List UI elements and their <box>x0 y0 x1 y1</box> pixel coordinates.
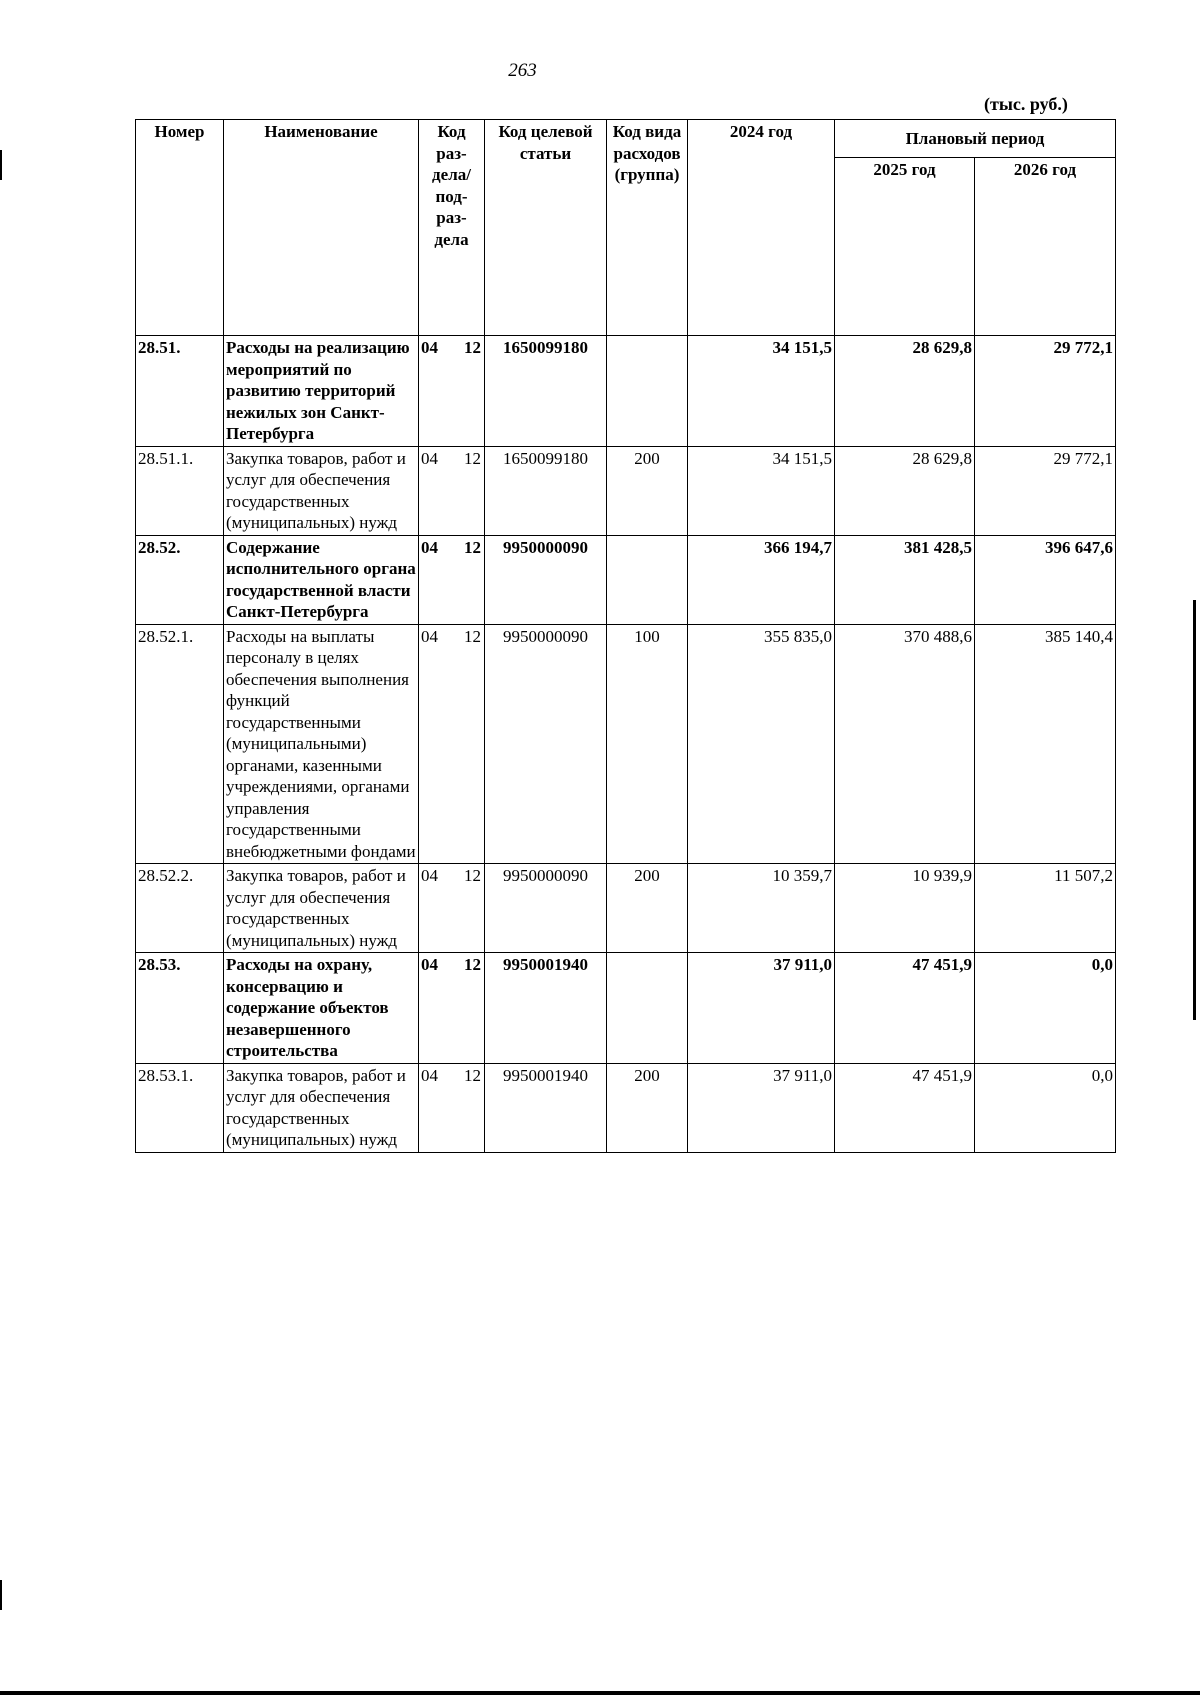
row-amount-2024: 366 194,7 <box>688 535 835 624</box>
table-header <box>136 120 1116 336</box>
row-amount-2026: 11 507,2 <box>975 864 1116 953</box>
row-amount-2024: 10 359,7 <box>688 864 835 953</box>
row-section: 04 <box>421 448 438 468</box>
header-year-2024: 2024 год <box>688 120 835 336</box>
row-expense-type: 200 <box>607 446 688 535</box>
row-expense-type: 200 <box>607 864 688 953</box>
row-amount-2026: 29 772,1 <box>975 446 1116 535</box>
row-section: 04 <box>421 338 438 357</box>
row-amount-2024: 34 151,5 <box>688 446 835 535</box>
row-amount-2026: 0,0 <box>975 953 1116 1064</box>
row-name: Расходы на охрану, консервацию и содержание объектов незавершенного строительства <box>224 953 419 1064</box>
row-amount-2025: 10 939,9 <box>835 864 975 953</box>
table-row <box>136 1063 1116 1152</box>
row-name: Содержание исполнительного органа государственной власти Санкт-Петербурга <box>224 535 419 624</box>
row-expense-type: 200 <box>607 1063 688 1152</box>
units-label: (тыс. руб.) <box>984 94 1068 114</box>
row-subsection: 12 <box>464 626 481 646</box>
row-amount-2026: 396 647,6 <box>975 535 1116 624</box>
row-expense-type <box>607 953 688 1064</box>
page-number: 263 <box>508 60 537 81</box>
row-section-code <box>419 446 485 535</box>
row-amount-2025: 28 629,8 <box>835 446 975 535</box>
row-name: Закупка товаров, работ и услуг для обеспечения государственных (муниципальных) нужд <box>224 1063 419 1152</box>
row-amount-2024: 355 835,0 <box>688 624 835 864</box>
row-name: Расходы на реализацию мероприятий по развитию территорий нежилых зон Санкт-Петербурга <box>224 336 419 447</box>
row-amount-2025: 47 451,9 <box>835 953 975 1064</box>
budget-table <box>135 119 1116 1153</box>
row-number: 28.53.1. <box>136 1063 224 1152</box>
header-number: Номер <box>136 120 224 336</box>
row-section-code <box>419 624 485 864</box>
row-amount-2024: 37 911,0 <box>688 1063 835 1152</box>
row-number: 28.51. <box>136 336 224 447</box>
row-amount-2026: 29 772,1 <box>975 336 1116 447</box>
row-number: 28.52.1. <box>136 624 224 864</box>
row-section-code <box>419 953 485 1064</box>
table-row <box>136 953 1116 1064</box>
row-subsection: 12 <box>464 955 481 974</box>
table-row <box>136 864 1116 953</box>
header-name: Наименование <box>224 120 419 336</box>
scan-edge-mark <box>0 150 2 180</box>
row-section: 04 <box>421 955 438 974</box>
row-subsection: 12 <box>464 338 481 357</box>
row-name: Закупка товаров, работ и услуг для обеспечения государственных (муниципальных) нужд <box>224 864 419 953</box>
header-planning-period: Плановый период <box>835 120 1116 158</box>
row-subsection: 12 <box>464 537 481 557</box>
header-year-2026: 2026 год <box>975 158 1116 336</box>
scan-edge-mark <box>0 1580 2 1610</box>
row-amount-2025: 381 428,5 <box>835 535 975 624</box>
header-expense-type-code: Код вида расходов (группа) <box>607 120 688 336</box>
row-target-code: 9950001940 <box>485 953 607 1064</box>
row-number: 28.52.2. <box>136 864 224 953</box>
row-subsection: 12 <box>464 448 481 468</box>
row-name: Расходы на выплаты персоналу в целях обеспечения выполнения функций государственными (муниципальными) органами, казенными учреждениями, органами управления государственными внебюджетными фондами <box>224 624 419 864</box>
header-section-code: Код раз-дела/ под-раз-дела <box>419 120 485 336</box>
row-expense-type <box>607 535 688 624</box>
table-row <box>136 446 1116 535</box>
row-amount-2026: 0,0 <box>975 1063 1116 1152</box>
row-target-code: 9950000090 <box>485 624 607 864</box>
row-expense-type <box>607 336 688 447</box>
row-section-code <box>419 864 485 953</box>
row-subsection: 12 <box>464 1065 481 1085</box>
row-target-code: 9950000090 <box>485 535 607 624</box>
table-body <box>136 336 1116 1153</box>
row-target-code: 9950000090 <box>485 864 607 953</box>
row-section-code <box>419 336 485 447</box>
row-section: 04 <box>421 626 438 646</box>
row-amount-2025: 370 488,6 <box>835 624 975 864</box>
row-target-code: 1650099180 <box>485 336 607 447</box>
row-name: Закупка товаров, работ и услуг для обеспечения государственных (муниципальных) нужд <box>224 446 419 535</box>
row-section: 04 <box>421 1065 438 1085</box>
table-row <box>136 336 1116 447</box>
row-section: 04 <box>421 866 438 885</box>
table-row <box>136 535 1116 624</box>
row-amount-2025: 47 451,9 <box>835 1063 975 1152</box>
header-target-code: Код целевой статьи <box>485 120 607 336</box>
scan-bottom-edge <box>0 1691 1200 1695</box>
row-target-code: 1650099180 <box>485 446 607 535</box>
row-number: 28.51.1. <box>136 446 224 535</box>
row-amount-2024: 37 911,0 <box>688 953 835 1064</box>
row-section: 04 <box>421 537 438 557</box>
header-year-2025: 2025 год <box>835 158 975 336</box>
row-section-code <box>419 1063 485 1152</box>
row-amount-2026: 385 140,4 <box>975 624 1116 864</box>
row-expense-type: 100 <box>607 624 688 864</box>
row-subsection: 12 <box>464 866 481 885</box>
row-section-code <box>419 535 485 624</box>
row-target-code: 9950001940 <box>485 1063 607 1152</box>
row-number: 28.53. <box>136 953 224 1064</box>
table-row <box>136 624 1116 864</box>
row-amount-2025: 28 629,8 <box>835 336 975 447</box>
scan-edge-mark <box>1193 600 1196 1020</box>
row-amount-2024: 34 151,5 <box>688 336 835 447</box>
row-number: 28.52. <box>136 535 224 624</box>
